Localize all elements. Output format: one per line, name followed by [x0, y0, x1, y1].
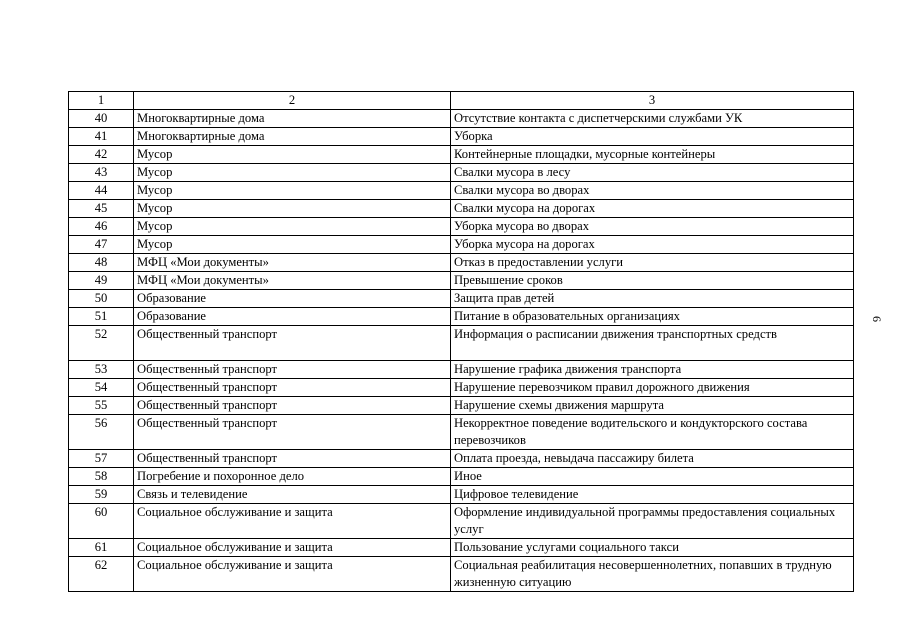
row-number: 60 [69, 504, 134, 539]
table-row [69, 361, 854, 379]
row-description: Питание в образовательных организациях [451, 308, 854, 326]
row-number: 48 [69, 254, 134, 272]
row-description: Цифровое телевидение [451, 486, 854, 504]
row-category: Общественный транспорт [134, 326, 451, 361]
row-number: 46 [69, 218, 134, 236]
row-description: Свалки мусора во дворах [451, 182, 854, 200]
row-description: Нарушение перевозчиком правил дорожного движения [451, 379, 854, 397]
row-category: Мусор [134, 236, 451, 254]
row-description: Отказ в предоставлении услуги [451, 254, 854, 272]
row-description: Некорректное поведение водительского и кондукторского состава перевозчиков [451, 415, 854, 450]
row-description: Свалки мусора на дорогах [451, 200, 854, 218]
table-row [69, 397, 854, 415]
row-category: МФЦ «Мои документы» [134, 254, 451, 272]
row-category: Образование [134, 308, 451, 326]
row-description: Нарушение схемы движения маршрута [451, 397, 854, 415]
table-row [69, 539, 854, 557]
row-category: Мусор [134, 182, 451, 200]
row-category: Социальное обслуживание и защита [134, 557, 451, 592]
row-number: 40 [69, 110, 134, 128]
row-number: 62 [69, 557, 134, 592]
row-description: Оформление индивидуальной программы предоставления социальных услуг [451, 504, 854, 539]
row-description: Пользование услугами социального такси [451, 539, 854, 557]
appeals-table [68, 91, 854, 592]
row-category: Погребение и похоронное дело [134, 468, 451, 486]
row-description: Защита прав детей [451, 290, 854, 308]
row-description: Уборка [451, 128, 854, 146]
table-row [69, 326, 854, 361]
row-description: Социальная реабилитация несовершеннолетних, попавших в трудную жизненную ситуацию [451, 557, 854, 592]
row-number: 58 [69, 468, 134, 486]
row-number: 43 [69, 164, 134, 182]
row-category: Общественный транспорт [134, 361, 451, 379]
row-description: Превышение сроков [451, 272, 854, 290]
row-category: Общественный транспорт [134, 450, 451, 468]
row-category: Многоквартирные дома [134, 110, 451, 128]
row-number: 56 [69, 415, 134, 450]
table-row [69, 236, 854, 254]
row-category: Мусор [134, 164, 451, 182]
row-number: 61 [69, 539, 134, 557]
header-cell-2: 2 [134, 92, 451, 110]
row-number: 53 [69, 361, 134, 379]
row-number: 44 [69, 182, 134, 200]
header-cell-3: 3 [451, 92, 854, 110]
row-category: МФЦ «Мои документы» [134, 272, 451, 290]
row-number: 47 [69, 236, 134, 254]
row-number: 52 [69, 326, 134, 361]
row-number: 57 [69, 450, 134, 468]
table-row [69, 164, 854, 182]
table-row [69, 308, 854, 326]
table-row [69, 504, 854, 539]
table-row [69, 450, 854, 468]
page-number: 6 [870, 316, 884, 322]
row-category: Общественный транспорт [134, 397, 451, 415]
table-row [69, 468, 854, 486]
row-description: Оплата проезда, невыдача пассажиру билета [451, 450, 854, 468]
row-category: Мусор [134, 146, 451, 164]
table-row [69, 557, 854, 592]
table-body [69, 92, 854, 592]
row-category: Социальное обслуживание и защита [134, 539, 451, 557]
table-row [69, 379, 854, 397]
header-cell-1: 1 [69, 92, 134, 110]
row-category: Многоквартирные дома [134, 128, 451, 146]
row-category: Мусор [134, 218, 451, 236]
table-row [69, 146, 854, 164]
row-description: Уборка мусора на дорогах [451, 236, 854, 254]
row-number: 41 [69, 128, 134, 146]
row-category: Мусор [134, 200, 451, 218]
row-description: Иное [451, 468, 854, 486]
row-number: 51 [69, 308, 134, 326]
row-number: 59 [69, 486, 134, 504]
row-number: 55 [69, 397, 134, 415]
row-description: Контейнерные площадки, мусорные контейнеры [451, 146, 854, 164]
table-row [69, 200, 854, 218]
row-category: Социальное обслуживание и защита [134, 504, 451, 539]
row-description: Отсутствие контакта с диспетчерскими службами УК [451, 110, 854, 128]
row-category: Общественный транспорт [134, 415, 451, 450]
row-number: 42 [69, 146, 134, 164]
table-row [69, 486, 854, 504]
row-category: Общественный транспорт [134, 379, 451, 397]
row-description: Нарушение графика движения транспорта [451, 361, 854, 379]
row-description: Информация о расписании движения транспортных средств [451, 326, 854, 361]
row-description: Уборка мусора во дворах [451, 218, 854, 236]
table-header-row [69, 92, 854, 110]
table-row [69, 290, 854, 308]
row-number: 45 [69, 200, 134, 218]
row-number: 54 [69, 379, 134, 397]
table-row [69, 128, 854, 146]
row-category: Образование [134, 290, 451, 308]
table-row [69, 254, 854, 272]
table-row [69, 415, 854, 450]
row-description: Свалки мусора в лесу [451, 164, 854, 182]
table-row [69, 218, 854, 236]
table-row [69, 110, 854, 128]
table-row [69, 272, 854, 290]
row-category: Связь и телевидение [134, 486, 451, 504]
table-row [69, 182, 854, 200]
row-number: 50 [69, 290, 134, 308]
row-number: 49 [69, 272, 134, 290]
